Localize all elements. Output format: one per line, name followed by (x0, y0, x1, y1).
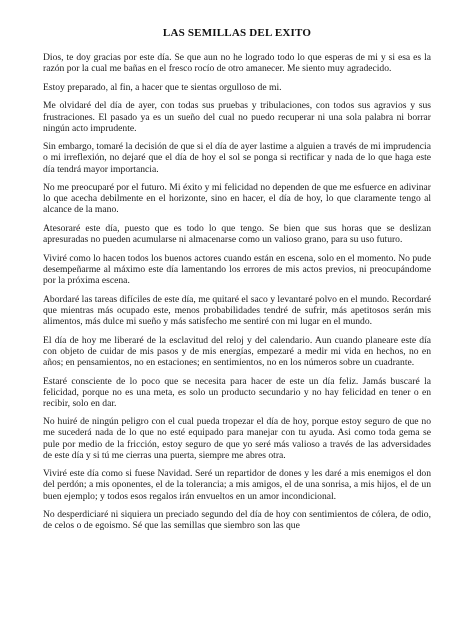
paragraph: No huiré de ningún peligro con el cual pueda tropezar el día de hoy, porque estoy seguro de que no me sucederá nada de lo que no esté equipado para manejar con tu ayuda. Asi como toda gema se pule por medio de la fricción, estoy seguro de que yo seré más valioso a través de las adversidades de este día y si tú me cierras una puerta, siempre me abres otra. (43, 416, 431, 461)
paragraph: Atesoraré este día, puesto que es todo lo que tengo. Se bien que sus horas que se deslizan apresuradas no pueden acumularse ni almacenarse como un valioso grano, para su uso futuro. (43, 223, 431, 246)
paragraph: No desperdiciaré ni siquiera un preciado segundo del día de hoy con sentimientos de cólera, de odio, de celos o de egoismo. Sé que las semillas que siembro son las que (43, 509, 431, 532)
paragraph: Dios, te doy gracias por este día. Se que aun no he logrado todo lo que esperas de mi y si esa es la razón por la cual me bañas en el fresco rocío de otro amanecer. Me siento muy agradecido. (43, 52, 431, 75)
paragraph: El día de hoy me liberaré de la esclavitud del reloj y del calendario. Aun cuando planeare este día con objeto de cuidar de mis pasos y de mis energías, empezaré a medir mi vida en hechos, no en años; en pensamientos, no en estaciones; en sentimientos, no en los números sobre un cuadrante. (43, 334, 431, 368)
paragraph: Viviré este día como si fuese Navidad. Seré un repartidor de dones y les daré a mis enemigos el don del perdón; a mis oponentes, el de la tolerancia; a mis amigos, el de una sonrisa, a mis hijos, el de un buen ejemplo; y todos esos regalos irán envueltos en un amor incondicional. (43, 468, 431, 502)
document-body (43, 52, 431, 539)
paragraph: Estoy preparado, al fin, a hacer que te sientas orgulloso de mi. (43, 81, 282, 93)
paragraph: Me olvidaré del día de ayer, con todas sus pruebas y tribulaciones, con todos sus agravios y sus frustraciones. El pasado ya es un sueño del cual no puedo recuperar ni una sola palabra ni borrar ningún acto imprudente. (43, 100, 431, 134)
paragraph: Estaré consciente de lo poco que se necesita para hacer de este un día feliz. Jamás buscaré la felicidad, porque no es una meta, es solo un producto secundario y no hay felicidad en tener o en recibir, solo en dar. (43, 375, 431, 409)
document-title: LAS SEMILLAS DEL EXITO (162, 27, 312, 39)
paragraph: Sin embargo, tomaré la decisión de que si el día de ayer lastime a alguien a través de mi imprudencia o mi irreflexión, no dejaré que el día de hoy el sol se ponga si rectificar y nada de lo que haga este día tendrá mayor importancia. (43, 141, 431, 175)
paragraph: No me preocuparé por el futuro. Mi éxito y mi felicidad no dependen de que me esfuerce en adivinar lo que acecha debilmente en el horizonte, sino en hacer, el día de hoy, lo que claramente tengo al alcance de la mano. (43, 182, 431, 216)
paragraph: Abordaré las tareas difíciles de este día, me quitaré el saco y levantaré polvo en el mundo. Recordaré que mientras más ocupado este, menos probabilidades tendré de sufrir, más apetitosos serán mis alimentos, más dulce mi sueño y más satisfecho me sentiré con mi lugar en el mundo. (43, 293, 431, 327)
paragraph: Viviré como lo hacen todos los buenos actores cuando están en escena, solo en el momento. No pude desempeñarme al máximo este día lamentando los errores de mis actos previos, ni preocupándome por la próxima escena. (43, 252, 431, 287)
